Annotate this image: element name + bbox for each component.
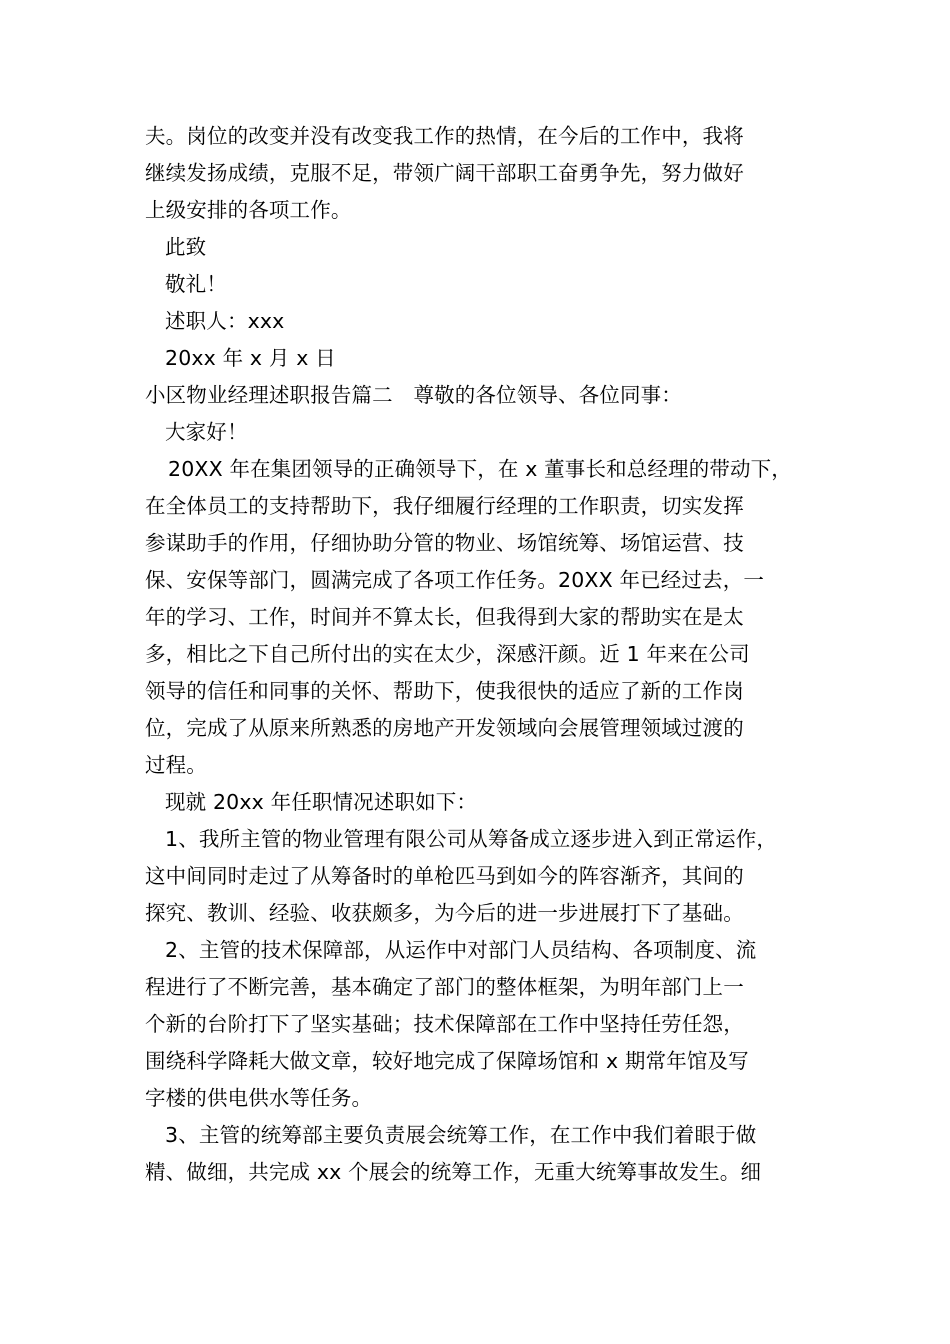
text-line: 年的学习、工作，时间并不算太长，但我得到大家的帮助实在是太 [145,605,744,629]
text-line: 过程。 [145,753,207,777]
text-line: 上级安排的各项工作。 [145,198,352,222]
text-line: 字楼的供电供水等任务。 [145,1086,373,1110]
text-line: 多，相比之下自己所付出的实在太少，深感汗颜。近 1 年来在公司 [145,642,750,666]
text-line: 围绕科学降耗大做文章，较好地完成了保障场馆和 x 期常年馆及写 [145,1049,749,1073]
text-line: 继续发扬成绩，克服不足，带领广阔干部职工奋勇争先，努力做好 [145,161,744,185]
text-line: 程进行了不断完善，基本确定了部门的整体框架，为明年部门上一 [145,975,744,999]
text-line: 在全体员工的支持帮助下，我仔细履行经理的工作职责，切实发挥 [145,494,744,518]
text-line: 现就 20xx 年任职情况述职如下： [165,790,478,814]
document-page [145,118,810,1191]
text-line: 此致 [165,235,207,259]
text-line: 敬礼！ [165,272,227,296]
text-line: 述职人：xxx [165,309,285,333]
text-line: 20xx 年 x 月 x 日 [165,346,336,370]
text-line: 探究、教训、经验、收获颇多，为今后的进一步进展打下了基础。 [145,901,744,925]
text-line: 位，完成了从原来所熟悉的房地产开发领域向会展管理领域过渡的 [145,716,744,740]
text-line: 领导的信任和同事的关怀、帮助下，使我很快的适应了新的工作岗 [145,679,744,703]
text-line: 夫。岗位的改变并没有改变我工作的热情，在今后的工作中，我将 [145,124,744,148]
text-line: 个新的台阶打下了坚实基础；技术保障部在工作中坚持任劳任怨， [145,1012,744,1036]
text-line: 小区物业经理述职报告篇二 尊敬的各位领导、各位同事： [145,383,682,407]
text-line: 保、安保等部门，圆满完成了各项工作任务。20XX 年已经过去，一 [145,568,764,592]
text-line: 这中间同时走过了从筹备时的单枪匹马到如今的阵容渐齐，其间的 [145,864,744,888]
text-line: 精、做细，共完成 xx 个展会的统筹工作，无重大统筹事故发生。细 [145,1160,762,1184]
text-line: 1、我所主管的物业管理有限公司从筹备成立逐步进入到正常运作， [165,827,778,851]
text-line: 大家好！ [165,420,248,444]
text-line: 20XX 年在集团领导的正确领导下，在 x 董事长和总经理的带动下， [168,457,792,481]
text-line: 2、主管的技术保障部，从运作中对部门人员结构、各项制度、流 [165,938,757,962]
text-line: 3、主管的统筹部主要负责展会统筹工作，在工作中我们着眼于做 [165,1123,757,1147]
text-line: 参谋助手的作用，仔细协助分管的物业、场馆统筹、场馆运营、技 [145,531,744,555]
